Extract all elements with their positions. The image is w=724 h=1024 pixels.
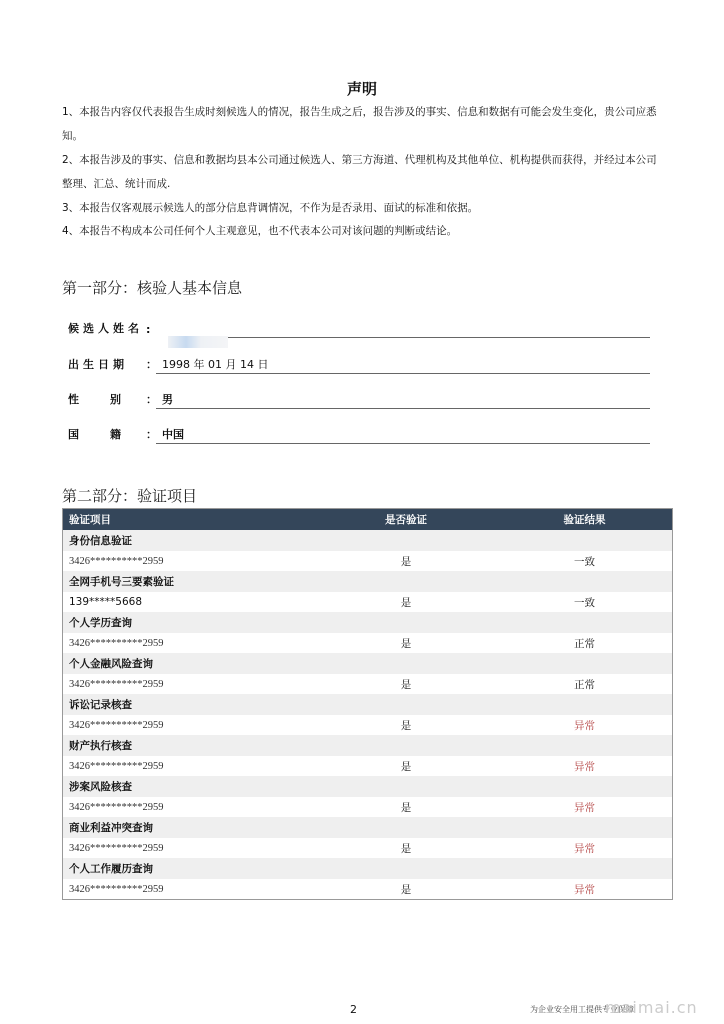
watermark: maimai.cn (605, 998, 698, 1017)
item-result-abnormal: 异常 (497, 797, 673, 817)
item-verified: 是 (315, 551, 497, 571)
category-row (63, 776, 673, 797)
item-result: 一致 (497, 592, 673, 612)
table-row (63, 838, 673, 858)
field-value: 男 (162, 393, 173, 406)
redacted-name (168, 336, 228, 348)
item-verified: 是 (315, 838, 497, 858)
field-value: 中国 (162, 428, 184, 441)
item-id: 3426**********2959 (63, 838, 316, 858)
field-colon: ： (146, 358, 157, 371)
document-title: 声明 (346, 80, 377, 98)
item-name: 诉讼记录核查 (63, 694, 673, 715)
field-candidate-name (68, 318, 650, 338)
item-name: 涉案风险核查 (63, 776, 673, 797)
underline (156, 373, 650, 374)
item-result-abnormal: 异常 (497, 715, 673, 735)
field-nationality (68, 424, 650, 444)
field-value: 1998 年 01 月 14 日 (162, 358, 269, 371)
part1-heading: 第一部分：核验人基本信息 (62, 279, 243, 297)
item-name: 财产执行核查 (63, 735, 673, 756)
statement-4: 4、本报告不构成本公司任何个人主观意见，也不代表本公司对该问题的判断或结论。 (62, 225, 458, 237)
table-row (63, 756, 673, 776)
category-row (63, 694, 673, 715)
category-row (63, 653, 673, 674)
item-verified: 是 (315, 633, 497, 653)
item-verified: 是 (315, 756, 497, 776)
item-id: 3426**********2959 (63, 715, 316, 735)
item-name: 个人学历查询 (63, 612, 673, 633)
underline (156, 408, 650, 409)
field-label: 性 别 (68, 393, 131, 406)
field-colon: ： (146, 393, 157, 406)
col-verified: 是否验证 (315, 509, 497, 531)
col-item: 验证项目 (63, 509, 316, 531)
item-verified: 是 (315, 715, 497, 735)
col-result: 验证结果 (497, 509, 673, 531)
page-number: 2 (350, 1003, 357, 1016)
part2-heading: 第二部分：验证项目 (62, 487, 198, 505)
item-id: 3426**********2959 (63, 756, 316, 776)
item-name: 全网手机号三要素验证 (63, 571, 673, 592)
footer-tagline: 为企业安全用工提供专业保障 (530, 1005, 634, 1014)
item-id: 3426**********2959 (63, 633, 316, 653)
item-id: 3426**********2959 (63, 879, 316, 900)
statement-3: 3、本报告仅客观展示候选人的部分信息背调情况，不作为是否录用、面试的标准和依据。 (62, 202, 479, 214)
table-row (63, 592, 673, 612)
category-row (63, 530, 673, 551)
table-row (63, 633, 673, 653)
table-row (63, 551, 673, 571)
item-result: 一致 (497, 551, 673, 571)
item-verified: 是 (315, 592, 497, 612)
underline (228, 337, 650, 338)
item-verified: 是 (315, 879, 497, 900)
item-verified: 是 (315, 674, 497, 694)
item-result-abnormal: 异常 (497, 879, 673, 900)
item-name: 个人金融风险查询 (63, 653, 673, 674)
table-row (63, 674, 673, 694)
item-name: 商业利益冲突查询 (63, 817, 673, 838)
category-row (63, 735, 673, 756)
table-row (63, 797, 673, 817)
item-id: 3426**********2959 (63, 674, 316, 694)
category-row (63, 612, 673, 633)
item-name: 个人工作履历查询 (63, 858, 673, 879)
verification-table (62, 508, 673, 900)
underline (156, 443, 650, 444)
field-gender (68, 389, 650, 409)
item-id: 3426**********2959 (63, 551, 316, 571)
item-verified: 是 (315, 797, 497, 817)
field-label: 国 籍 (68, 428, 131, 441)
field-label: 出生日期 (68, 358, 128, 371)
statement-2: 2、本报告涉及的事实、信息和教据均县本公司通过候选人、第三方海道、代理机构及其他单位、机构提供而获得，并经过本公司整理、汇总、统计而成. (62, 154, 657, 190)
field-birth-date (68, 354, 650, 374)
category-row (63, 817, 673, 838)
item-result-abnormal: 异常 (497, 838, 673, 858)
item-result: 正常 (497, 633, 673, 653)
item-id: 139*****5668 (63, 592, 316, 612)
field-colon: ： (146, 428, 157, 441)
statement-1: 1、本报告内容仅代表报告生成时刻候选人的情况，报告生成之后，报告涉及的事实、信息和数据有可能会发生变化，贵公司应悉知。 (62, 106, 657, 142)
table-header (63, 509, 673, 531)
item-result-abnormal: 异常 (497, 756, 673, 776)
item-id: 3426**********2959 (63, 797, 316, 817)
item-name: 身份信息验证 (63, 530, 673, 551)
category-row (63, 571, 673, 592)
item-result: 正常 (497, 674, 673, 694)
table-row (63, 879, 673, 900)
field-label: 候选人姓名 (68, 322, 143, 335)
category-row (63, 858, 673, 879)
field-colon: : (146, 323, 151, 336)
table-row (63, 715, 673, 735)
